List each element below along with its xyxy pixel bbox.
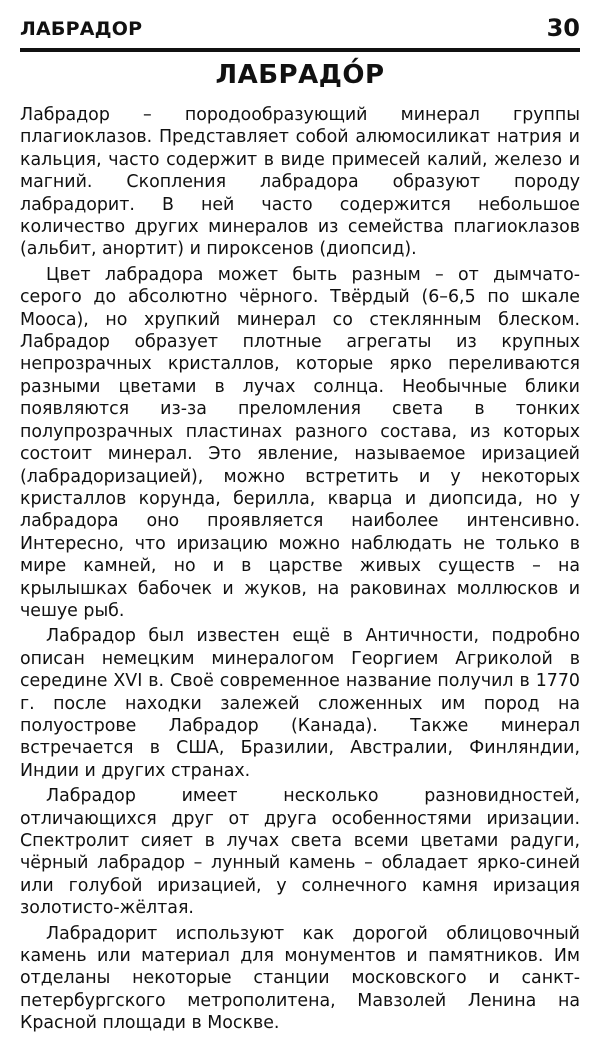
- paragraph-4: Лабрадор имеет несколько разновидностей, отличающихся друг от друга особенностями иризации. Спектролит сияет в лучах света всеми цветами радуги, чёрный лабрадор – лунный камень – обладает ярко-синей или голубой иризацией, у солнечного камня иризация золотисто-жёлтая.: [20, 786, 580, 919]
- paragraph-1: Лабрадор – породообразующий минерал группы плагиоклазов. Представляет собой алюмосиликат натрия и кальция, часто содержит в виде примесей калий, железо и магний. Скопления лабрадора образуют породу лабрадорит. В ней часто содержится небольшое количество других минералов из семейства плагиоклазов (альбит, анортит) и пироксенов (диопсид).: [20, 105, 580, 260]
- paragraph-3: Лабрадор был известен ещё в Античности, подробно описан немецким минералогом Георгием Агриколой в середине XVI в. Своё современное название получил в 1770 г. после находки залежей сложенных им пород на полуострове Лабрадор (Канада). Также минерал встречается в США, Бразилии, Австралии, Финляндии, Индии и других странах.: [20, 626, 580, 781]
- running-header: [20, 14, 580, 52]
- page-number: 30: [546, 14, 580, 42]
- article-title: ЛАБРАДО́Р: [215, 60, 385, 90]
- paragraph-5: Лабрадорит используют как дорогой облицовочный камень или материал для монументов и памятников. Им отделаны некоторые станции московского и санкт-петербургского метрополитена, Мавзолей Ленина на Красной площади в Москве.: [20, 923, 580, 1034]
- running-title: ЛАБРАДОР: [20, 18, 143, 40]
- article-body: [20, 104, 580, 1038]
- paragraph-2: Цвет лабрадора может быть разным – от дымчато-серого до абсолютно чёрного. Твёрдый (6–6,5 по шкале Мооса), но хрупкий минерал со стеклянным блеском. Лабрадор образует плотные агрегаты из крупных непрозрачных кристаллов, которые ярко переливаются разными цветами в лучах солнца. Необычные блики появляются из-за преломления света в тонких полупрозрачных пластинах разного состава, из которых состоит минерал. Это явление, называемое иризацией (лабрадоризацией), можно встретить и у некоторых кристаллов корунда, берилла, кварца и диопсида, но у лабрадора оно проявляется наиболее интенсивно. Интересно, что иризацию можно наблюдать не только в мире камней, но и в царстве живых существ – на крылышках бабочек и жуков, на раковинах моллюсков и чешуе рыб.: [20, 264, 580, 621]
